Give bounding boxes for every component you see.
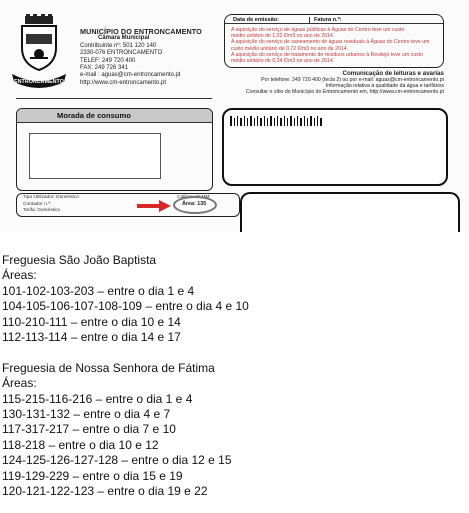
parish-group-sao-joao-baptista <box>2 253 249 345</box>
area-schedule-row: 110-210-111 – entre o dia 10 e 14 <box>2 314 181 329</box>
municipality-name: MUNICÍPIO DO ENTRONCAMENTO <box>80 27 202 36</box>
cost-notice <box>225 24 443 64</box>
meter-number: Contador n.º: <box>23 202 52 207</box>
municipality-line: FAX: 249 726 341 <box>80 65 129 72</box>
municipality-block <box>80 28 230 87</box>
invoice-info-box <box>224 14 444 68</box>
municipality-line: TELEF: 249 720 400 <box>80 57 136 64</box>
area-schedule-row: 120-121-122-123 – entre o dia 19 e 22 <box>2 484 208 499</box>
communication-title: Comunicação de leituras e avarias <box>342 70 444 77</box>
area-schedule-row: 115-215-116-216 – entre o dia 1 e 4 <box>2 391 193 406</box>
area-schedule-row: 119-129-229 – entre o dia 15 e 19 <box>2 468 183 483</box>
area-schedule-row: 101-102-103-203 – entre o dia 1 e 4 <box>2 283 195 298</box>
area-schedule-row: 117-317-217 – entre o dia 7 e 10 <box>2 422 176 437</box>
municipality-line: Contribuinte nº: 501 120 140 <box>80 42 157 49</box>
cost-notice-line: A aquisição do serviço de tratamento de resíduos urbanos à Resitejo teve um custo <box>231 51 424 58</box>
coat-of-arms-logo <box>8 14 70 92</box>
parish-title: Freguesia São João Baptista <box>2 253 157 267</box>
meter-caliber: Calibre: 15 MM <box>177 195 210 200</box>
area-value: Área: 135 <box>182 201 207 207</box>
area-schedule-row: 104-105-106-107-108-109 – entre o dia 4 e 10 <box>2 299 249 314</box>
communication-block <box>224 70 444 95</box>
communication-line: Informação relativa à qualidade da água e tarifários <box>325 83 444 89</box>
communication-line: Consultar o sítio do Município do Entroncamento em, http://www.cm-entroncamento.pt <box>245 89 444 95</box>
cost-notice-line: A aquisição do serviço de águas públicas à Águas do Centro teve um custo <box>231 27 405 33</box>
red-arrow-icon <box>137 200 173 212</box>
invoice-number-label: Fatura n.º: <box>309 17 437 23</box>
divider <box>16 98 212 99</box>
area-schedule-row: 124-125-126-127-128 – entre o dia 12 e 15 <box>2 453 232 468</box>
consumption-address-field <box>29 133 161 179</box>
barcode <box>230 116 322 126</box>
consumption-address-header: Morada de consumo <box>17 109 212 123</box>
lower-right-box <box>240 192 460 232</box>
areas-label: Áreas: <box>2 268 37 283</box>
parish-title: Freguesia de Nossa Senhora de Fátima <box>2 360 215 375</box>
municipality-line: 2330-076 ENTRONCAMENTO <box>80 50 163 57</box>
invoice-header-row <box>225 15 443 24</box>
cost-notice-line: médio unitário de 1,02 €/m3 no ano de 2014. <box>231 33 335 40</box>
issue-date-label: Data de emissão: <box>233 17 280 23</box>
user-type: Tipo Utilizador: Doméstico <box>23 195 79 200</box>
cost-notice-line: médio unitário de 0,34 €/m3 no ano de 2014. <box>231 58 335 65</box>
municipality-subtitle: Câmara Municipal <box>98 35 150 42</box>
municipality-website: http://www.cm-entroncamento.pt <box>80 79 167 86</box>
parish-group-nossa-senhora-fatima <box>2 361 249 500</box>
mailing-address-box <box>222 108 448 186</box>
municipality-email: e-mail : aguas@cm-entroncamento.pt <box>80 72 181 79</box>
logo-ribbon-text: ENTRONCAMENTO <box>14 79 64 85</box>
consumption-address-box <box>16 108 213 191</box>
area-schedule-row: 130-131-132 – entre o dia 4 e 7 <box>2 407 171 422</box>
communication-line: Por telefone: 249 720 400 (tecla 2) ou por e-mail: aguas@cm-entroncamento.pt <box>261 77 444 83</box>
cost-notice-line: A aquisição do serviço de saneamento de águas residuais à Águas do Centro teve um <box>231 39 430 46</box>
area-schedule-row: 112-113-114 – entre o dia 14 e 17 <box>2 330 181 345</box>
cost-notice-line: custo médio unitário de 0,72 €/m3 no ano de 2014. <box>231 45 349 52</box>
areas-label: Áreas: <box>2 376 37 391</box>
meter-info-box <box>16 193 240 217</box>
reading-schedule <box>2 253 249 513</box>
water-bill-scan <box>0 0 469 232</box>
area-schedule-row: 118-218 – entre o dia 10 e 12 <box>2 437 159 452</box>
tariff: Tarifa: Doméstico <box>23 208 61 213</box>
